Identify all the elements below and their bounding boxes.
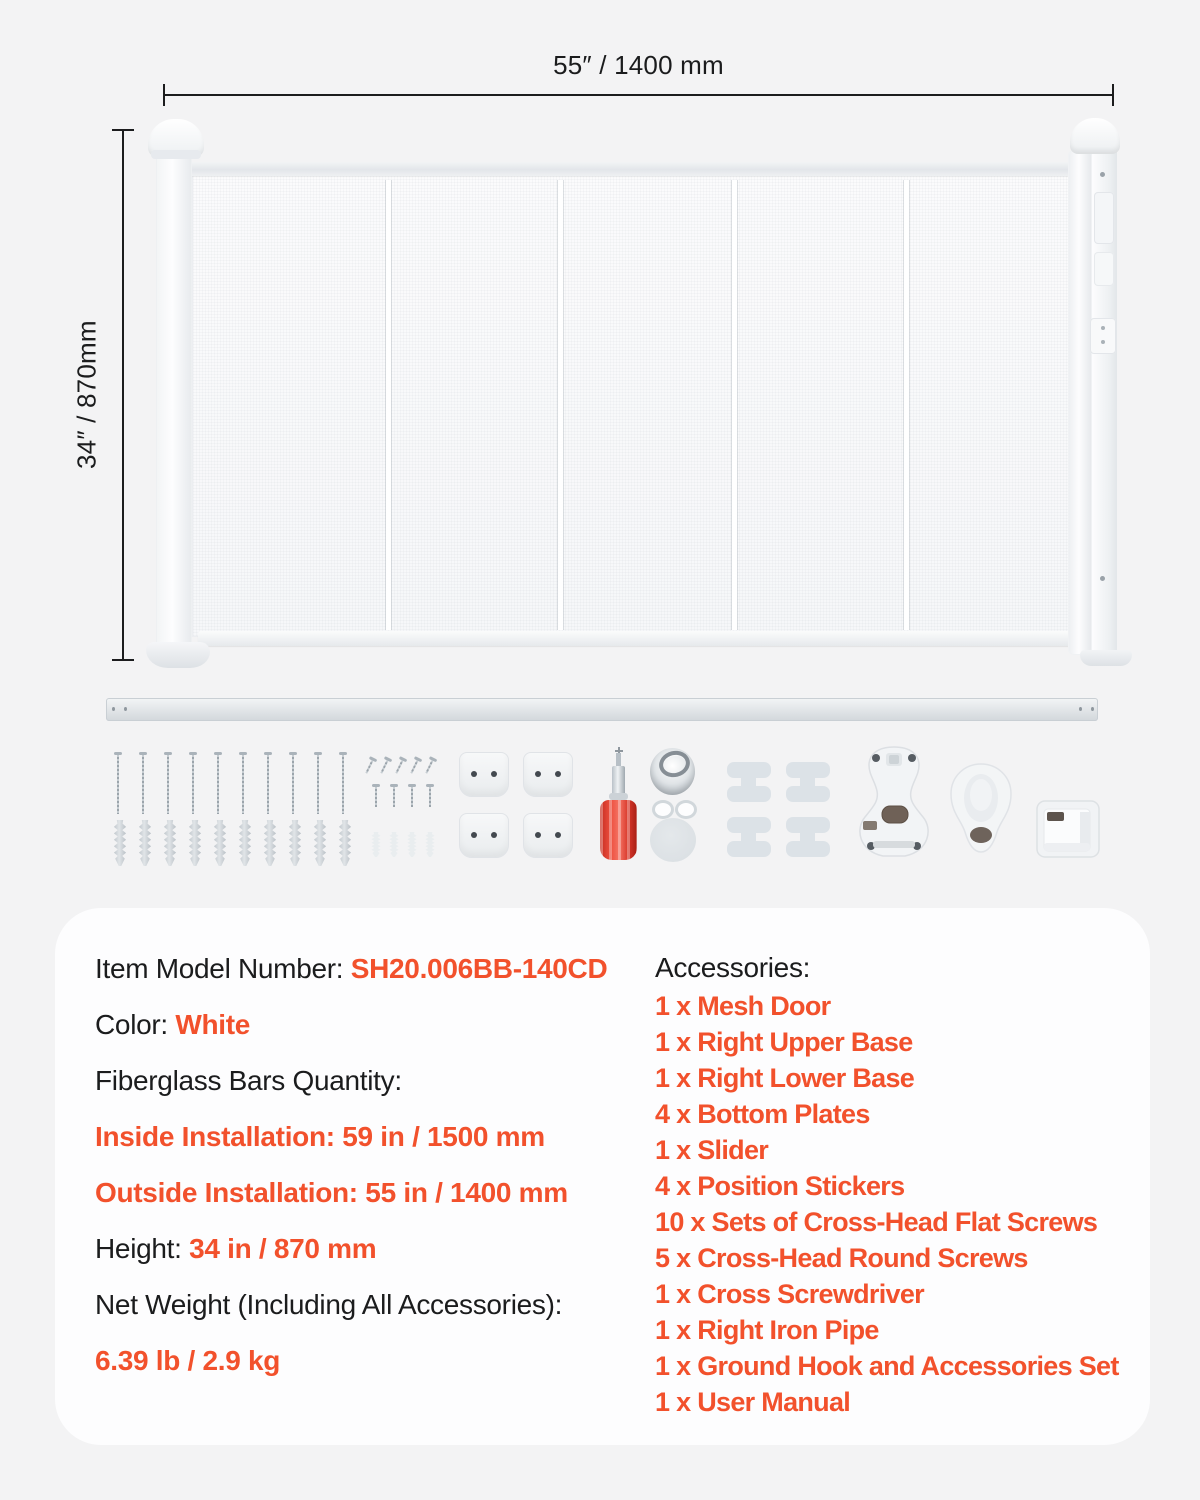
panel-seam [731, 180, 738, 630]
washer-icon [675, 800, 697, 819]
flat-screw-icon [139, 752, 147, 814]
accessory-item: 1 x User Manual [655, 1387, 851, 1417]
flat-screw-icon [189, 752, 197, 814]
position-sticker-icon [727, 762, 771, 802]
accessories-title: Accessories: [655, 952, 811, 983]
plastic-anchor-icon [406, 832, 418, 857]
post-bracket [1094, 252, 1114, 286]
bottom-plate-icon [459, 752, 509, 797]
plastic-anchor-icon [370, 832, 382, 857]
gate-bottom-rail [198, 631, 1080, 646]
wall-anchor-icon [137, 820, 153, 866]
left-post-collar [151, 150, 201, 159]
flat-screw-icon [264, 752, 272, 814]
panel-seam [903, 180, 910, 630]
wall-anchors-row [112, 820, 353, 866]
accessory-item: 1 x Right Lower Base [655, 1063, 915, 1093]
right-post-foot [1080, 650, 1132, 666]
iron-pipe-illustration [106, 698, 1098, 721]
wall-anchor-icon [237, 820, 253, 866]
flat-screw-icon [214, 752, 222, 814]
position-sticker-icon [786, 762, 830, 802]
spec-color-row: Color: White [95, 1009, 251, 1040]
accessory-item: 10 x Sets of Cross-Head Flat Screws [655, 1207, 1098, 1237]
position-sticker-icon [727, 817, 771, 857]
plastic-anchor-icon [424, 832, 436, 857]
left-post [156, 156, 192, 650]
mesh-panel [192, 163, 1072, 637]
flat-screw-icon [164, 752, 172, 814]
wall-anchor-icon [162, 820, 178, 866]
latch [1090, 318, 1116, 354]
right-post-cap [1070, 118, 1120, 154]
round-cover-icon [650, 818, 696, 862]
position-sticker-icon [786, 817, 830, 857]
bottom-plate-icon [459, 813, 509, 858]
washer-icon [652, 800, 674, 819]
post-screw [1100, 576, 1105, 581]
spec-outside-row: Outside Installation: 55 in / 1400 mm [95, 1177, 568, 1208]
spec-height-row: Height: 34 in / 870 mm [95, 1233, 377, 1264]
wall-anchor-icon [287, 820, 303, 866]
flat-screw-icon [339, 752, 347, 814]
left-post-foot [146, 642, 210, 668]
spec-panel [55, 908, 1150, 1445]
flat-screws-row [114, 752, 347, 814]
plastic-anchors-row [370, 832, 436, 857]
panel-seam [385, 180, 392, 630]
right-lower-base-icon [949, 762, 1013, 854]
accessory-item: 1 x Right Upper Base [655, 1027, 913, 1057]
accessory-item: 1 x Cross Screwdriver [655, 1279, 924, 1309]
accessory-item: 1 x Ground Hook and Accessories Set [655, 1351, 1119, 1381]
wall-anchor-icon [337, 820, 353, 866]
bottom-plate-icon [523, 752, 573, 797]
flat-screw-icon [114, 752, 122, 814]
flat-screw-icon [289, 752, 297, 814]
short-screws-row [372, 784, 434, 807]
wall-anchor-icon [187, 820, 203, 866]
short-screw-icon [372, 784, 380, 807]
right-upper-base-icon [849, 745, 939, 859]
plastic-anchor-icon [388, 832, 400, 857]
flat-screw-icon [314, 752, 322, 814]
round-screw-icon [378, 756, 393, 775]
height-dimension-label: 34″ / 870mm [71, 320, 102, 470]
round-screw-icon [393, 756, 408, 775]
wall-anchor-icon [212, 820, 228, 866]
spec-model-row: Item Model Number: SH20.006BB-140CD [95, 953, 608, 984]
cross-screwdriver-icon [598, 748, 640, 861]
ground-hook-icon [650, 748, 695, 795]
accessory-item: 1 x Mesh Door [655, 991, 831, 1021]
spec-weight-label-row: Net Weight (Including All Accessories): [95, 1289, 563, 1320]
round-screws-row [366, 757, 434, 774]
short-screw-icon [390, 784, 398, 807]
short-screw-icon [408, 784, 416, 807]
width-dimension-label: 55″ / 1400 mm [553, 50, 724, 80]
post-hinge [1094, 192, 1114, 244]
width-dimension-line [163, 94, 1114, 96]
round-screw-icon [363, 756, 378, 775]
accessory-item: 4 x Position Stickers [655, 1171, 905, 1201]
spec-bars-row: Fiberglass Bars Quantity: [95, 1065, 402, 1096]
mesh-roller [1068, 150, 1092, 655]
height-dimension-line [122, 129, 124, 661]
accessories-list [655, 988, 1119, 1420]
slider-holder-icon [1036, 797, 1100, 859]
bottom-plate-icon [523, 813, 573, 858]
round-screw-icon [408, 756, 423, 775]
round-screw-icon [423, 756, 438, 775]
gate-top-rail [190, 162, 1092, 176]
post-screw [1100, 172, 1105, 177]
wall-anchor-icon [312, 820, 328, 866]
accessory-item: 1 x Slider [655, 1135, 769, 1165]
flat-screw-icon [239, 752, 247, 814]
accessory-item: 5 x Cross-Head Round Screws [655, 1243, 1028, 1273]
accessory-item: 4 x Bottom Plates [655, 1099, 870, 1129]
spec-weight-value-row: 6.39 lb / 2.9 kg [95, 1345, 281, 1376]
wall-anchor-icon [262, 820, 278, 866]
accessory-item: 1 x Right Iron Pipe [655, 1315, 879, 1345]
panel-seam [557, 180, 564, 630]
spec-inside-row: Inside Installation: 59 in / 1500 mm [95, 1121, 545, 1152]
wall-anchor-icon [112, 820, 128, 866]
short-screw-icon [426, 784, 434, 807]
